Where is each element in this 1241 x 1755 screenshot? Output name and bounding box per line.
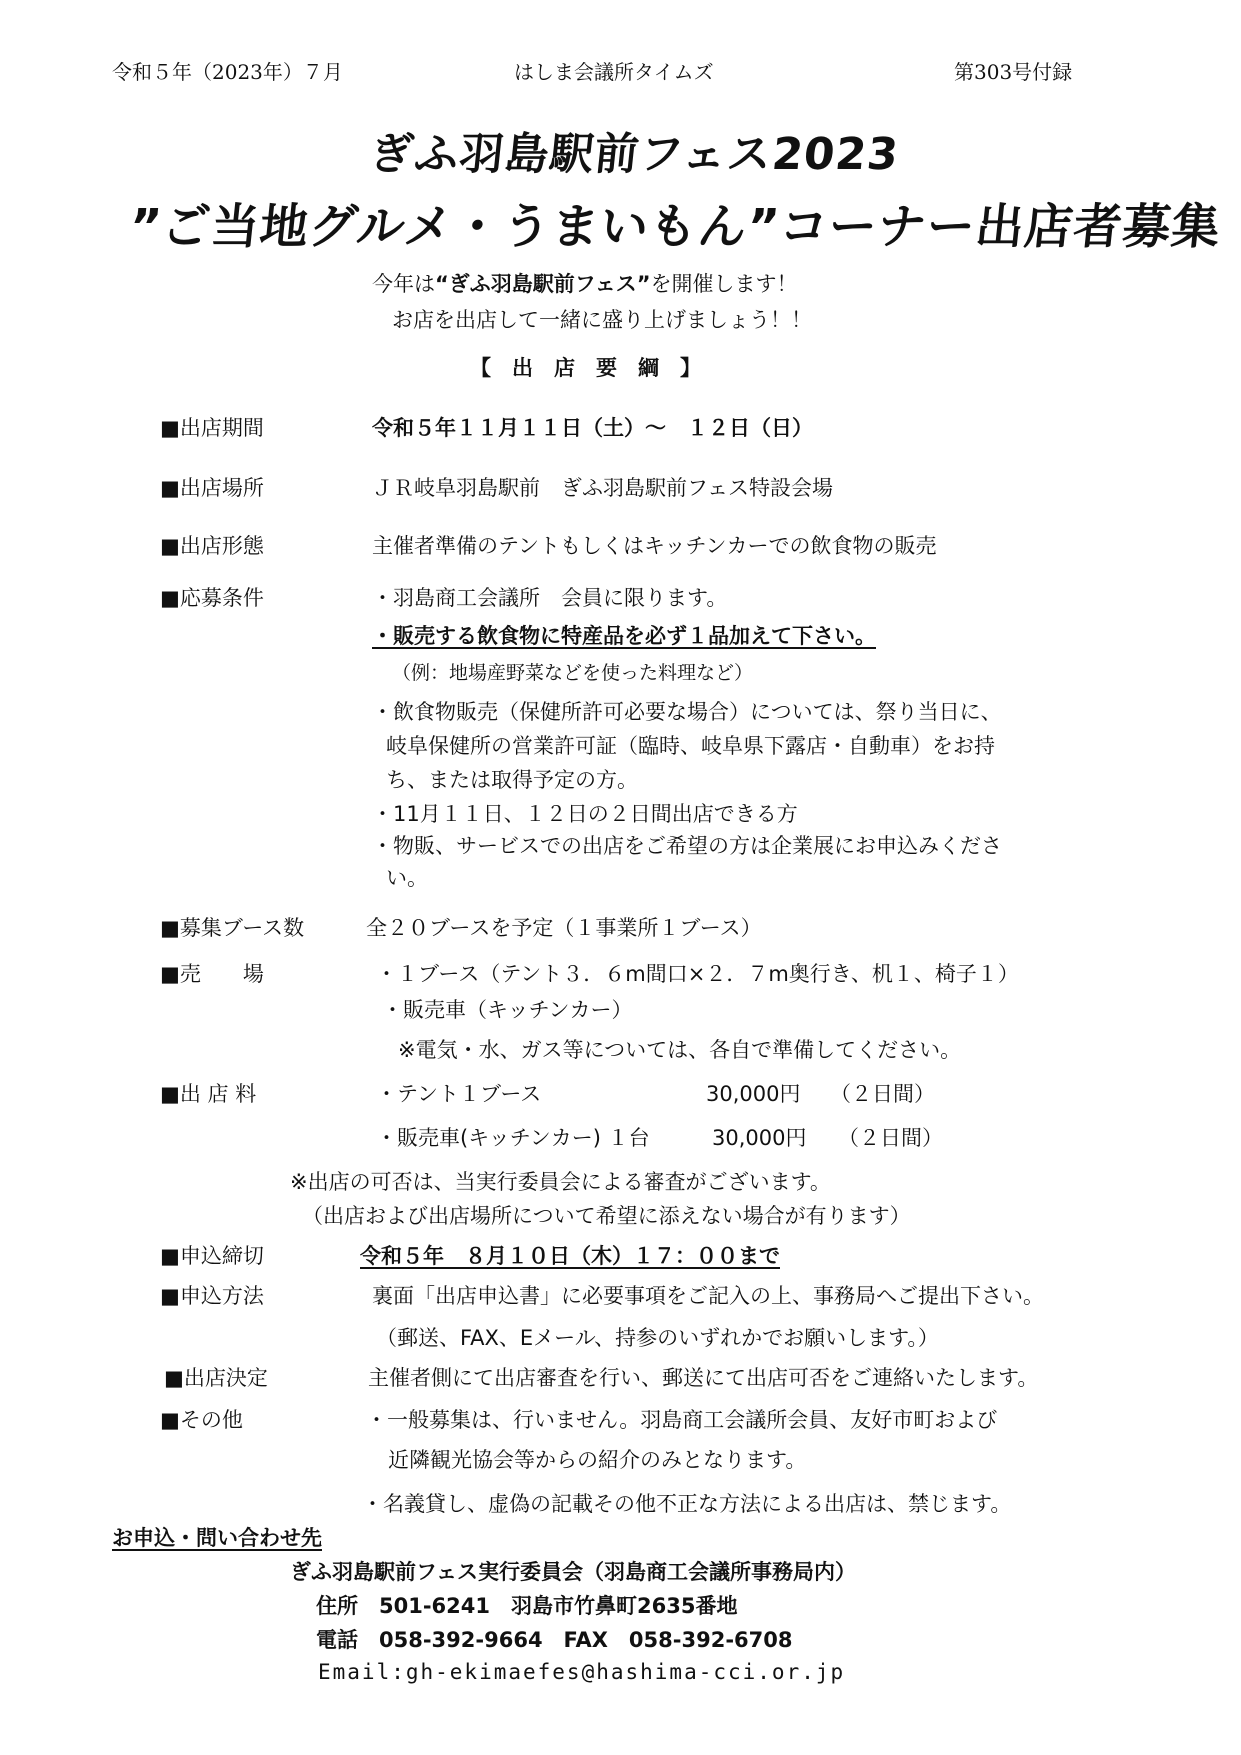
condition-line: ・11月１１日、１２日の２日間出店できる方 [372, 802, 798, 826]
label-location: ■出店場所 [160, 476, 264, 500]
value-decision: 主催者側にて出店審査を行い、郵送にて出店可否をご連絡いたします。 [368, 1366, 1039, 1390]
condition-line: ち、または取得予定の方。 [386, 768, 638, 792]
condition-line: ・羽島商工会議所 会員に限ります。 [372, 586, 728, 610]
intro-suffix: を開催します！ [650, 272, 798, 296]
other-line: ・一般募集は、行いません。羽島商工会議所会員、友好市町および [366, 1408, 998, 1432]
fee-row-name: ・テント１ブース [376, 1082, 542, 1106]
condition-line: ・物販、サービスでの出店をご希望の方は企業展にお申込みくださ [372, 834, 1002, 858]
other-line: 近隣観光協会等からの紹介のみとなります。 [388, 1448, 807, 1472]
venue-line: ・販売車（キッチンカー） [382, 998, 633, 1022]
title-line1: ぎふ羽島駅前フェス2023 [366, 129, 902, 180]
other-line: ・名義貸し、虚偽の記載その他不正な方法による出店は、禁じます。 [362, 1492, 1012, 1516]
contact-org: ぎふ羽島駅前フェス実行委員会（羽島商工会議所事務局内） [290, 1560, 856, 1584]
value-format: 主催者準備のテントもしくはキッチンカーでの飲食物の販売 [372, 534, 937, 558]
header-publication: はしま会議所タイムズ [514, 60, 714, 84]
label-venue: ■売 場 [160, 962, 264, 986]
value-location: ＪＲ岐阜羽島駅前 ぎふ羽島駅前フェス特設会場 [372, 476, 833, 500]
contact-address: 住所 501-6241 羽島市竹鼻町2635番地 [316, 1594, 738, 1618]
label-method: ■申込方法 [160, 1284, 264, 1308]
title-line2: ”ご当地グルメ・うまいもん”コーナー出店者募集 [126, 199, 1224, 255]
condition-line: ・飲食物販売（保健所許可必要な場合）については、祭り当日に、 [372, 700, 1002, 724]
venue-line: ・１ブース（テント３．６m間口×２．７m奥行き、机１、椅子１） [376, 962, 1019, 986]
condition-line-emphasis: ・販売する飲食物に特産品を必ず１品加えて下さい。 [372, 624, 876, 648]
section-heading: 【 出 店 要 綱 】 [470, 356, 701, 380]
label-period: ■出店期間 [160, 416, 264, 440]
fee-row-price: 30,000円 [706, 1082, 801, 1106]
condition-line: 岐阜保健所の営業許可証（臨時、岐阜県下露店・自動車）をお持 [386, 734, 995, 758]
intro-emphasis: “ぎふ羽島駅前フェス” [435, 272, 651, 296]
contact-heading: お申込・問い合わせ先 [112, 1526, 322, 1550]
label-booths: ■募集ブース数 [160, 916, 305, 940]
condition-line: い。 [386, 866, 428, 890]
contact-email[interactable]: Email:gh-ekimaefes@hashima-cci.or.jp [318, 1660, 846, 1684]
notice-line: ※出店の可否は、当実行委員会による審査がございます。 [290, 1170, 831, 1194]
label-conditions: ■応募条件 [160, 586, 264, 610]
value-booths: 全２０ブースを予定（１事業所１ブース） [366, 916, 762, 940]
fee-row-name: ・販売車(キッチンカー) １台 [376, 1126, 650, 1150]
header-issue: 第303号付録 [954, 60, 1073, 84]
notice-line: （出店および出店場所について希望に添えない場合が有ります） [302, 1204, 911, 1228]
fee-row-term: （２日間） [838, 1126, 943, 1150]
fee-row-price: 30,000円 [712, 1126, 807, 1150]
fee-row-term: （２日間） [830, 1082, 935, 1106]
condition-example: （例：地場産野菜などを使った料理など） [392, 662, 754, 684]
label-format: ■出店形態 [160, 534, 264, 558]
method-line: 裏面「出店申込書」に必要事項をご記入の上、事務局へご提出下さい。 [372, 1284, 1044, 1308]
header-date: 令和５年（2023年）７月 [112, 60, 343, 84]
label-decision: ■出店決定 [164, 1366, 268, 1390]
label-deadline: ■申込締切 [160, 1244, 264, 1268]
contact-phone: 電話 058-392-9664 FAX 058-392-6708 [316, 1628, 793, 1652]
intro-line1 [372, 268, 798, 298]
intro-prefix: 今年は [372, 272, 435, 296]
value-deadline: 令和５年 ８月１０日（木）１７：００まで [360, 1244, 780, 1268]
intro-line2: お店を出店して一緒に盛り上げましょう！！ [392, 308, 812, 332]
value-period: 令和５年１１月１１日（土）～ １２日（日） [372, 416, 813, 440]
venue-note: ※電気・水、ガス等については、各自で準備してください。 [398, 1038, 962, 1062]
label-fee: ■出 店 料 [160, 1082, 257, 1106]
label-other: ■その他 [160, 1408, 243, 1432]
method-line: （郵送、FAX、Eメール、持参のいずれかでお願いします。） [376, 1326, 939, 1350]
